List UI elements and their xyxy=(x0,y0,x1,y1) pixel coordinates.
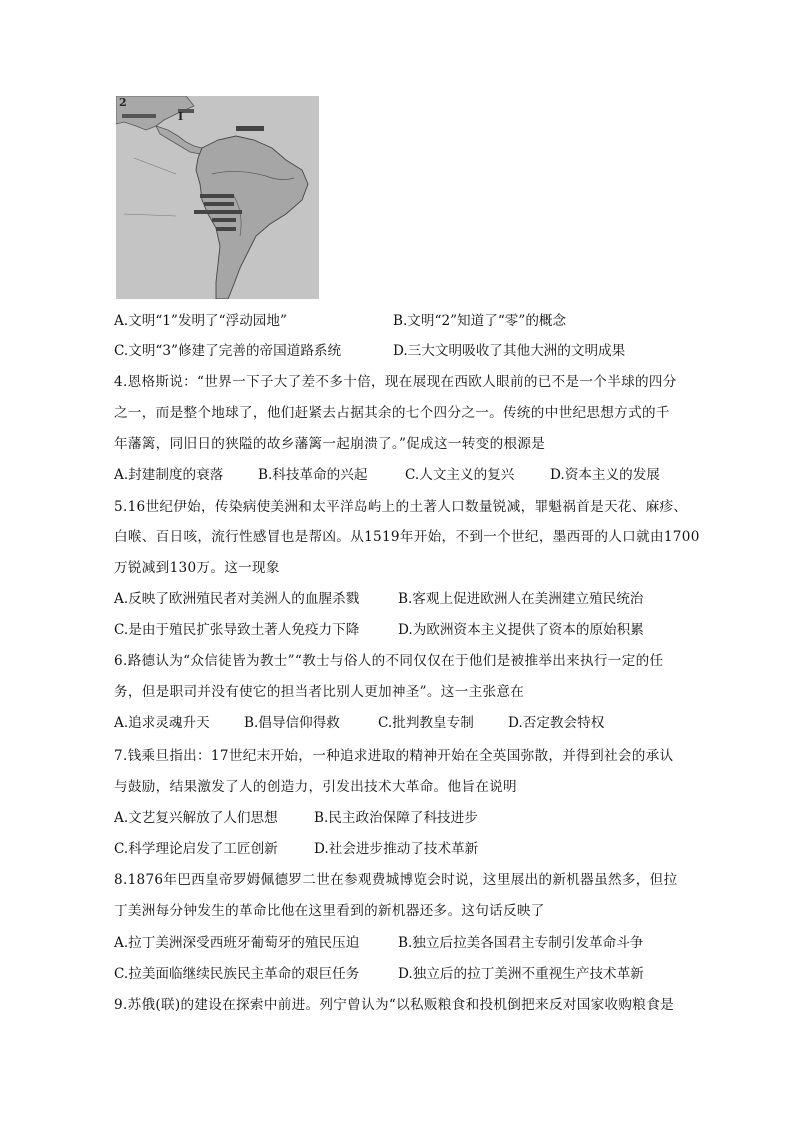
q8-option-a[interactable]: A.拉丁美洲深受西班牙葡萄牙的殖民压迫 xyxy=(114,935,360,951)
q4-stem-line-2: 之一，而是整个地球了，他们赶紧去占据其余的七个四分之一。传统的中世纪思想方式的千 xyxy=(114,405,670,421)
q4-option-a[interactable]: A.封建制度的衰落 xyxy=(114,467,224,483)
q8-stem-line-1: 8.1876年巴西皇帝罗姆佩德罗二世在参观费城博览会时说，这里展出的新机器虽然多，但拉 xyxy=(114,872,678,888)
q4-option-c[interactable]: C.人文主义的复兴 xyxy=(405,467,515,483)
q7-option-a[interactable]: A.文艺复兴解放了人们思想 xyxy=(114,810,278,826)
americas-map-image xyxy=(116,96,319,299)
q6-stem-line-2: 务，但是职司并没有使它的担当者比别人更加神圣”。这一主张意在 xyxy=(114,684,525,700)
q8-stem-line-2: 丁美洲每分钟发生的革命比他在这里看到的新机器还多。这句话反映了 xyxy=(114,903,545,919)
q4-option-b[interactable]: B.科技革命的兴起 xyxy=(258,467,368,483)
q6-option-a[interactable]: A.追求灵魂升天 xyxy=(114,715,210,731)
q6-stem-line-1: 6.路德认为“众信徒皆为教士”“教士与俗人的不同仅仅在于他们是被推举出来执行一定的任 xyxy=(114,653,664,669)
q8-option-b[interactable]: B.独立后拉美各国君主专制引发革命斗争 xyxy=(398,935,644,951)
map-marker-i: I xyxy=(178,110,184,123)
q8-option-c[interactable]: C.拉美面临继续民族民主革命的艰巨任务 xyxy=(114,966,360,982)
map-corner-number: 2 xyxy=(119,96,127,109)
map-graphic xyxy=(116,96,319,299)
q5-stem-line-3: 万锐减到130万。这一现象 xyxy=(114,560,280,576)
q5-option-b[interactable]: B.客观上促进欧洲人在美洲建立殖民统治 xyxy=(398,591,644,607)
q9-stem-line-1: 9.苏俄(联)的建设在探索中前进。列宁曾认为“以私贩粮食和投机倒把来反对国家收购粮食是 xyxy=(114,997,674,1013)
q3-option-d[interactable]: D.三大文明吸收了其他大洲的文明成果 xyxy=(393,343,626,359)
q7-stem-line-2: 与鼓励，结果激发了人的创造力，引发出技术大革命。他旨在说明 xyxy=(114,779,517,795)
q4-stem-line-1: 4.恩格斯说：“世界一下子大了差不多十倍，现在展现在西欧人眼前的已不是一个半球的四分 xyxy=(114,374,677,390)
q5-option-a[interactable]: A.反映了欧洲殖民者对美洲人的血腥杀戮 xyxy=(114,591,360,607)
q7-stem-line-1: 7.钱乘旦指出：17世纪末开始，一种追求进取的精神开始在全英国弥散，并得到社会的承认 xyxy=(114,748,674,764)
q6-option-d[interactable]: D.否定教会特权 xyxy=(508,715,605,731)
q5-option-c[interactable]: C.是由于殖民扩张导致土著人免疫力下降 xyxy=(114,622,360,638)
q6-option-b[interactable]: B.倡导信仰得救 xyxy=(244,715,340,731)
q5-stem-line-1: 5.16世纪伊始，传染病使美洲和太平洋岛屿上的土著人口数量锐减，罪魁祸首是天花、麻疹、 xyxy=(114,499,688,515)
q3-option-b[interactable]: B.文明“2”知道了“零”的概念 xyxy=(393,313,567,329)
q7-option-d[interactable]: D.社会进步推动了技术革新 xyxy=(314,841,479,857)
q3-option-a[interactable]: A.文明“1”发明了“浮动园地” xyxy=(114,313,287,329)
q4-option-d[interactable]: D.资本主义的发展 xyxy=(550,467,660,483)
q6-option-c[interactable]: C.批判教皇专制 xyxy=(378,715,474,731)
q7-option-b[interactable]: B.民主政治保障了科技进步 xyxy=(314,810,478,826)
q7-option-c[interactable]: C.科学理论启发了工匠创新 xyxy=(114,841,278,857)
q8-option-d[interactable]: D.独立后的拉丁美洲不重视生产技术革新 xyxy=(398,966,644,982)
q3-option-c[interactable]: C.文明“3”修建了完善的帝国道路系统 xyxy=(114,343,342,359)
q4-stem-line-3: 年藩篱，同旧日的狭隘的故乡藩篱一起崩溃了。”促成这一转变的根源是 xyxy=(114,436,546,452)
q5-option-d[interactable]: D.为欧洲资本主义提供了资本的原始积累 xyxy=(398,622,644,638)
q5-stem-line-2: 白喉、百日咳，流行性感冒也是帮凶。从1519年开始，不到一个世纪，墨西哥的人口就由1700 xyxy=(114,529,700,545)
